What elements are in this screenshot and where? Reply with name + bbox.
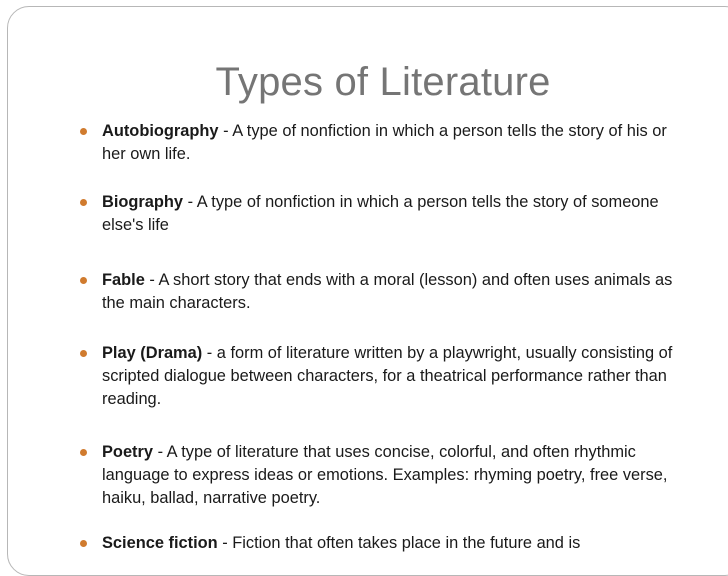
list-item-definition: - A type of nonfiction in which a person tells the story of his or her own life.: [102, 122, 667, 163]
list-item-definition: - a form of literature written by a playwright, usually consisting of scripted dialogue between characters, for a theatrical performance rather than reading.: [102, 344, 673, 408]
list-item-text: [102, 441, 686, 510]
list-item-definition: - Fiction that often takes place in the future and is: [217, 534, 581, 552]
list-item-definition: - A short story that ends with a moral (lesson) and often uses animals as the main characters.: [102, 271, 673, 312]
list-item-term: Autobiography: [102, 122, 219, 140]
list-item-text: [102, 191, 686, 237]
bullet-icon: [80, 128, 87, 135]
list-item-term: Fable: [102, 271, 145, 289]
list-item-definition: - A type of literature that uses concise, colorful, and often rhythmic language to express ideas or emotions. Examples: rhyming poetry, free verse, haiku, ballad, narrative poetry.: [102, 443, 668, 507]
list-item-term: Biography: [102, 193, 184, 211]
list-item-term: Science fiction: [102, 534, 218, 552]
bullet-icon: [80, 449, 87, 456]
list-item-text: [102, 532, 686, 555]
bullet-icon: [80, 199, 87, 206]
list-item-text: [102, 342, 686, 411]
bullet-icon: [80, 350, 87, 357]
list-item-definition: - A type of nonfiction in which a person tells the story of someone else's life: [102, 193, 659, 234]
slide-title: Types of Literature: [215, 60, 551, 104]
bullet-icon: [80, 277, 87, 284]
list-item-text: [102, 120, 686, 166]
list-item-term: Poetry: [102, 443, 154, 461]
list-item-term: Play (Drama): [102, 344, 203, 362]
list-item-text: [102, 269, 686, 315]
